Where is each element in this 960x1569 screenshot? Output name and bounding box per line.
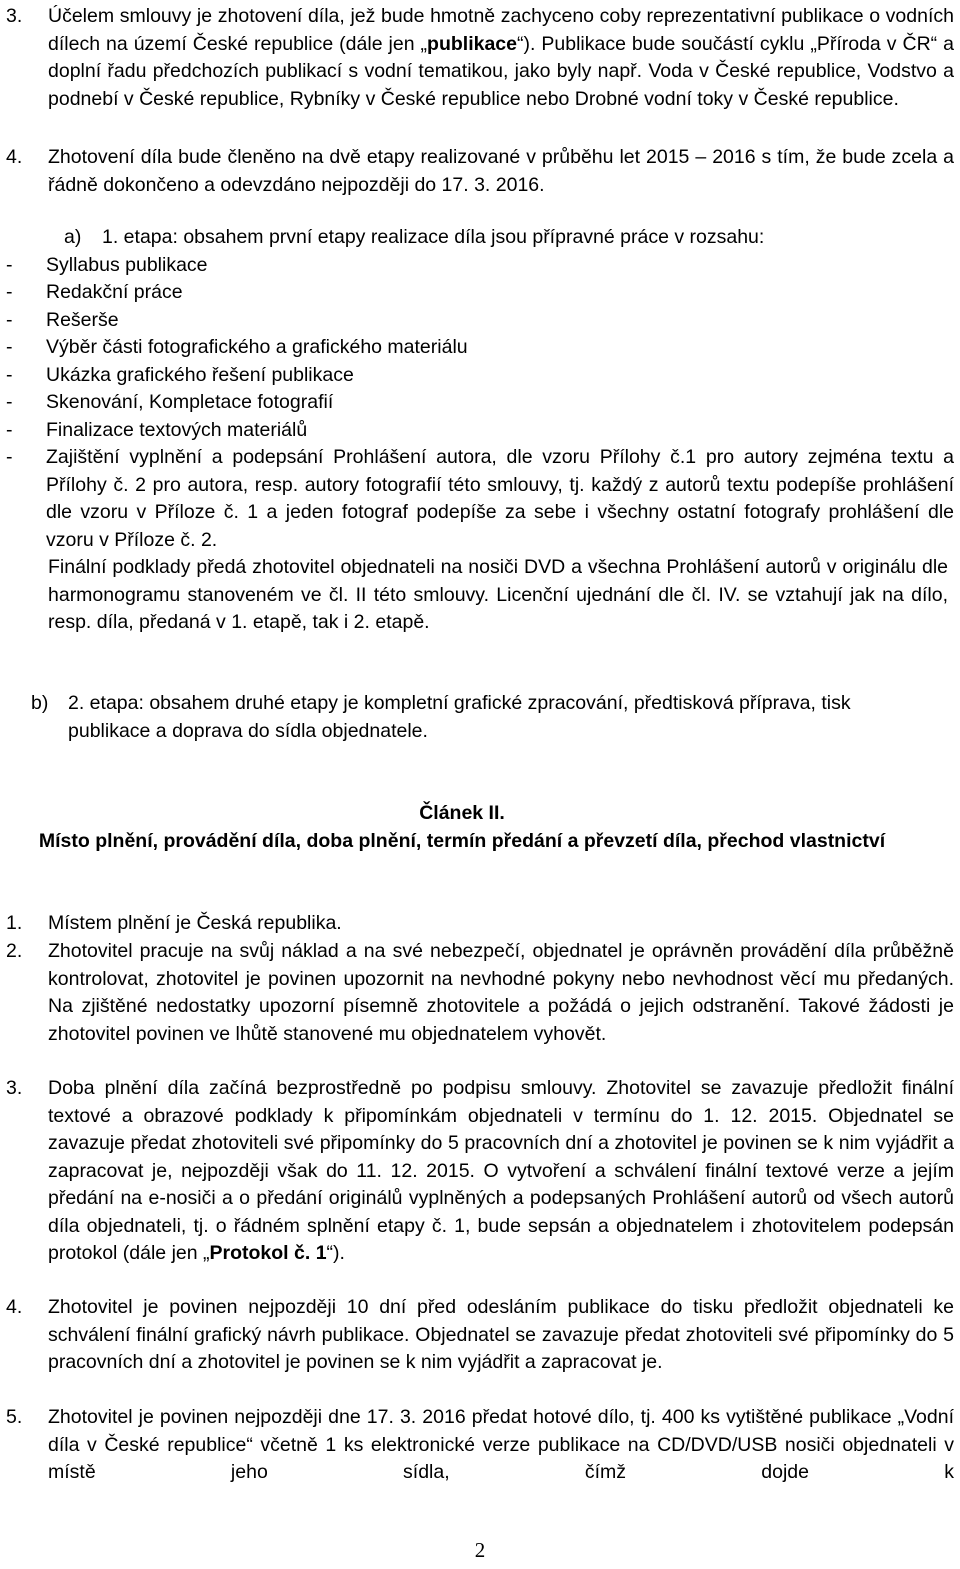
list-item-text: Výběr části fotografického a grafického materiálu bbox=[46, 336, 468, 358]
list-item bbox=[6, 362, 954, 390]
item-text: Zhotovitel je povinen nejpozději dne 17. 3. 2016 předat hotové dílo, tj. 400 ks vytištěné publikace „Vodní díla v České republice“ včetně 1 ks elektronické verze publikace na CD/DVD/USB nosiči objednateli v místě jeho sídla, čímž dojde k bbox=[48, 1406, 954, 1483]
item-text: Účelem smlouvy je zhotovení díla, jež bude hmotně zachyceno coby reprezentativní publikace o vodních dílech na území České republice (dále jen „ bbox=[48, 5, 954, 55]
item-3 bbox=[0, 1075, 954, 1268]
item-text: Doba plnění díla začíná bezprostředně po podpisu smlouvy. Zhotovitel se zavazuje předložit finální textové a obrazové podklady k připomínkám objednateli v termínu do 1. 12. 2015. Objednatel se zavazuje předat zhotoviteli své připomínky do 5 pracovních dní a zhotovitel je povinen se k nim vyjádřit a zapracovat je, nejpozději však do 11. 12. 2015. O vytvoření a schválení finální textové verze a jejím předání na e-nosiči a o předání originálů vyplněných a podepsaných Prohlášení autorů od všech autorů díla objednateli, tj. o řádném splnění etapy č. 1, bude sepsán a objednatelem i zhotovitelem podepsán protokol (dále jen „ bbox=[48, 1077, 954, 1264]
dash-marker: - bbox=[6, 308, 13, 331]
list-item-text: Skenování, Kompletace fotografií bbox=[46, 391, 334, 413]
stage-a-label: a) bbox=[64, 226, 82, 248]
dash-marker: - bbox=[6, 253, 13, 276]
stage-a bbox=[0, 224, 954, 637]
list-item bbox=[6, 252, 954, 280]
item-text: Zhotovitel je povinen nejpozději 10 dní před odesláním publikace do tisku předložit objednateli ke schválení finální grafický návrh publikace. Objednatel se zavazuje předat zhotoviteli své připomínky do 5 pracovních dní a zhotovitel je povinen se k nim vyjádřit a zapracovat je. bbox=[48, 1296, 954, 1373]
item-text: Místem plnění je Česká republika. bbox=[48, 912, 342, 934]
list-item bbox=[6, 307, 954, 335]
dash-marker: - bbox=[6, 418, 13, 441]
list-item-text: Syllabus publikace bbox=[46, 253, 208, 276]
item-1 bbox=[0, 910, 954, 938]
stage-a-bullets bbox=[0, 252, 954, 555]
dash-marker: - bbox=[6, 446, 13, 468]
item-number: 4. bbox=[6, 146, 23, 168]
item-number: 1. bbox=[6, 912, 23, 934]
dash-marker: - bbox=[6, 336, 13, 358]
item-2 bbox=[0, 938, 954, 1048]
list-item-text: Ukázka grafického řešení publikace bbox=[46, 363, 354, 386]
dash-marker: - bbox=[6, 363, 13, 386]
article-heading: Článek II. bbox=[419, 802, 505, 824]
stage-b bbox=[0, 690, 954, 745]
stage-b-block bbox=[0, 690, 954, 745]
list-item bbox=[6, 417, 954, 445]
list-item bbox=[6, 334, 954, 362]
stage-a-closing: Finální podklady předá zhotovitel objednateli na nosiči DVD a všechna Prohlášení autorů v originálu dle harmonogramu stanoveném ve čl. II této smlouvy. Licenční ujednání dle čl. IV. se vztahují jak na dílo, resp. díla, předaná v 1. etapě, tak i 2. etapě. bbox=[48, 556, 948, 633]
item-5 bbox=[0, 1404, 954, 1487]
list-item bbox=[6, 444, 954, 554]
item-text: Zhotovitel pracuje na svůj náklad a na své nebezpečí, objednatel je oprávněn provádění díla průběžně kontrolovat, zhotovitel je povinen upozornit na nevhodné pokyny nebo nevhodnost věcí mu předaných. Na zjištěné nedostatky upozorní písemně zhotovitele a požádá o jejich odstranění. Takové žádosti je zhotovitel povinen ve lhůtě stanovené mu objednatelem vyhovět. bbox=[48, 940, 954, 1045]
item-text: “). bbox=[326, 1242, 345, 1264]
item-3-top bbox=[0, 3, 954, 113]
item-4-top bbox=[0, 144, 954, 199]
list-item-text: Rešerše bbox=[46, 308, 119, 331]
stage-b-label: b) bbox=[31, 692, 49, 714]
dash-marker: - bbox=[6, 391, 13, 413]
item-text: “). Publikace bude součástí cyklu „Příroda v ČR“ a doplní řadu předchozích publikací s vodní tematikou, jako byly např. Voda v České republice, Vodstvo a podnebí v České republice, Rybníky v České republice nebo Drobné vodní toky v České republice. bbox=[48, 32, 954, 110]
dash-marker: - bbox=[6, 281, 13, 303]
stage-b-text: 2. etapa: obsahem druhé etapy je kompletní grafické zpracování, předtisková příprava, tisk publikace a doprava do sídla objednatele. bbox=[68, 692, 851, 742]
page-number: 2 bbox=[474, 1538, 486, 1562]
item-number: 3. bbox=[6, 5, 23, 27]
list-item bbox=[6, 389, 954, 417]
stage-a-intro-text: 1. etapa: obsahem první etapy realizace díla jsou přípravné práce v rozsahu: bbox=[102, 226, 765, 248]
list-item bbox=[6, 279, 954, 307]
item-text: Zhotovení díla bude členěno na dvě etapy realizované v průběhu let 2015 – 2016 s tím, že bude zcela a řádně dokončeno a odevzdáno nejpozději do 17. 3. 2016. bbox=[48, 146, 954, 196]
item-number: 2. bbox=[6, 940, 23, 962]
list-item-text: Redakční práce bbox=[46, 281, 183, 303]
item-number: 5. bbox=[6, 1406, 23, 1428]
list-item-text: Zajištění vyplnění a podepsání Prohlášení autora, dle vzoru Přílohy č.1 pro autory zejména textu a Přílohy č. 2 pro autora, resp. autory fotografií této smlouvy, tj. každý z autorů textu podepíše prohlášení dle vzoru v Příloze č. 1 a jeden fotograf podepíše za sebe i všechny ostatní fotografy prohlášení dle vzoru v Příloze č. 2. bbox=[46, 446, 954, 551]
item-4 bbox=[0, 1294, 954, 1377]
list-item-text: Finalizace textových materiálů bbox=[46, 418, 308, 441]
item-bold-term: publikace bbox=[427, 32, 517, 55]
item-bold-term: Protokol č. 1 bbox=[209, 1242, 327, 1264]
item-number: 3. bbox=[6, 1077, 23, 1099]
stage-a-intro bbox=[0, 224, 954, 252]
item-number: 4. bbox=[6, 1296, 23, 1318]
article-title: Místo plnění, provádění díla, doba plnění, termín předání a převzetí díla, přechod vlastnictví bbox=[38, 830, 886, 852]
